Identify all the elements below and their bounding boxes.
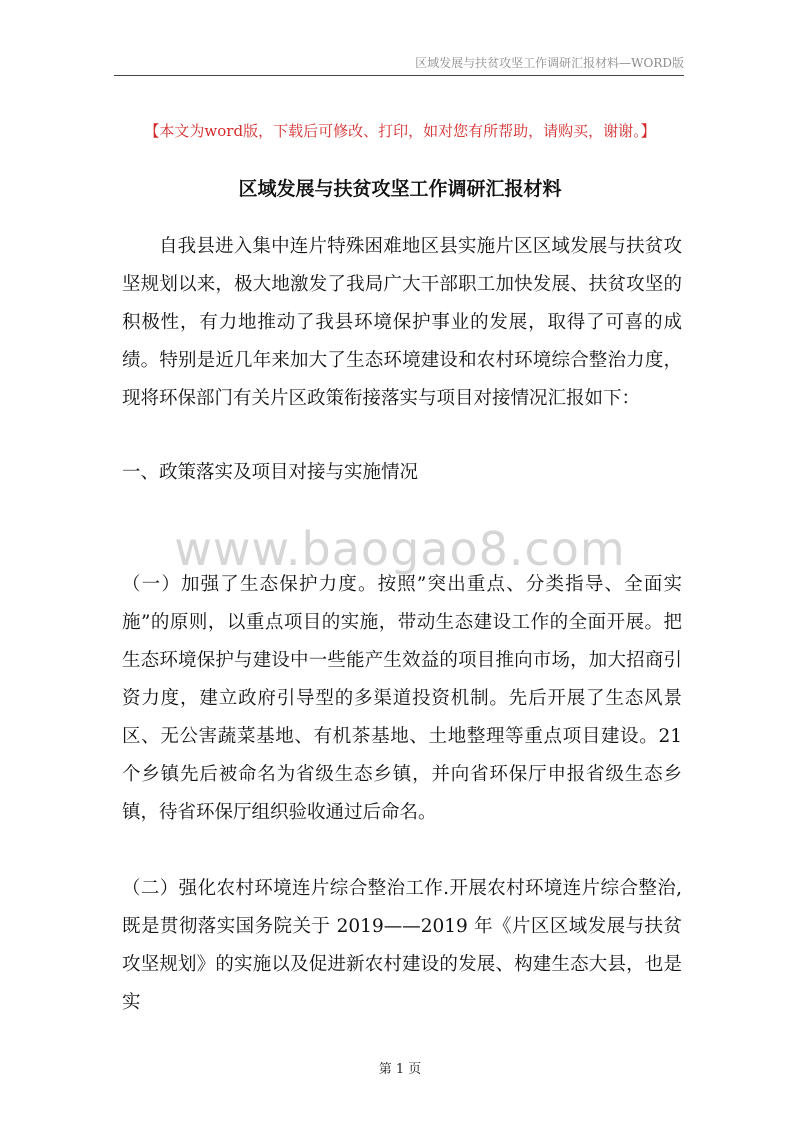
document-title: 区域发展与扶贫攻坚工作调研汇报材料 <box>238 178 562 200</box>
watermark: www.baogao8.com <box>174 522 626 576</box>
section-heading: 一、政策落实及项目对接与实施情况 <box>122 462 419 483</box>
intro-paragraph: 自我县进入集中连片特殊困难地区县实施片区区域发展与扶贫攻坚规划以来，极大地激发了我局广大干部职工加快发展、扶贫攻坚的积极性，有力地推动了我县环境保护事业的发展，取得了可喜的成绩。特别是近几年来加大了生态环境建设和农村环境综合整治力度，现将环保部门有关片区政策衔接落实与项目对接情况汇报如下： <box>122 236 682 409</box>
header-rule <box>114 75 684 76</box>
page-number: 第 1 页 <box>378 1062 422 1077</box>
purchase-notice: 【本文为word版，下载后可修改、打印，如对您有所帮助，请购买，谢谢。】 <box>144 122 656 140</box>
item-paragraph-1: （一）加强了生态保护力度。按照”突出重点、分类指导、全面实施”的原则，以重点项目的实施，带动生态建设工作的全面开展。把生态环境保护与建设中一些能产生效益的项目推向市场，加大招商引资力度，建立政府引导型的多渠道投资机制。先后开展了生态风景区、无公害蔬菜基地、有机茶基地、土地整理等重点项目建设。21 个乡镇先后被命名为省级生态乡镇，并向省环保厅申报省级生态乡镇，待省环保厅组织验收通过后命名。 <box>122 574 682 823</box>
running-header: 区域发展与扶贫攻坚工作调研汇报材料—WORD版 <box>415 56 684 70</box>
document-body <box>122 228 682 1022</box>
item-paragraph-2: （二）强化农村环境连片综合整治工作.开展农村环境连片综合整治,既是贯彻落实国务院关于 2019——2019 年《片区区域发展与扶贫攻坚规划》的实施以及促进新农村建设的发展、构建生态大县，也是实 <box>122 878 682 1013</box>
